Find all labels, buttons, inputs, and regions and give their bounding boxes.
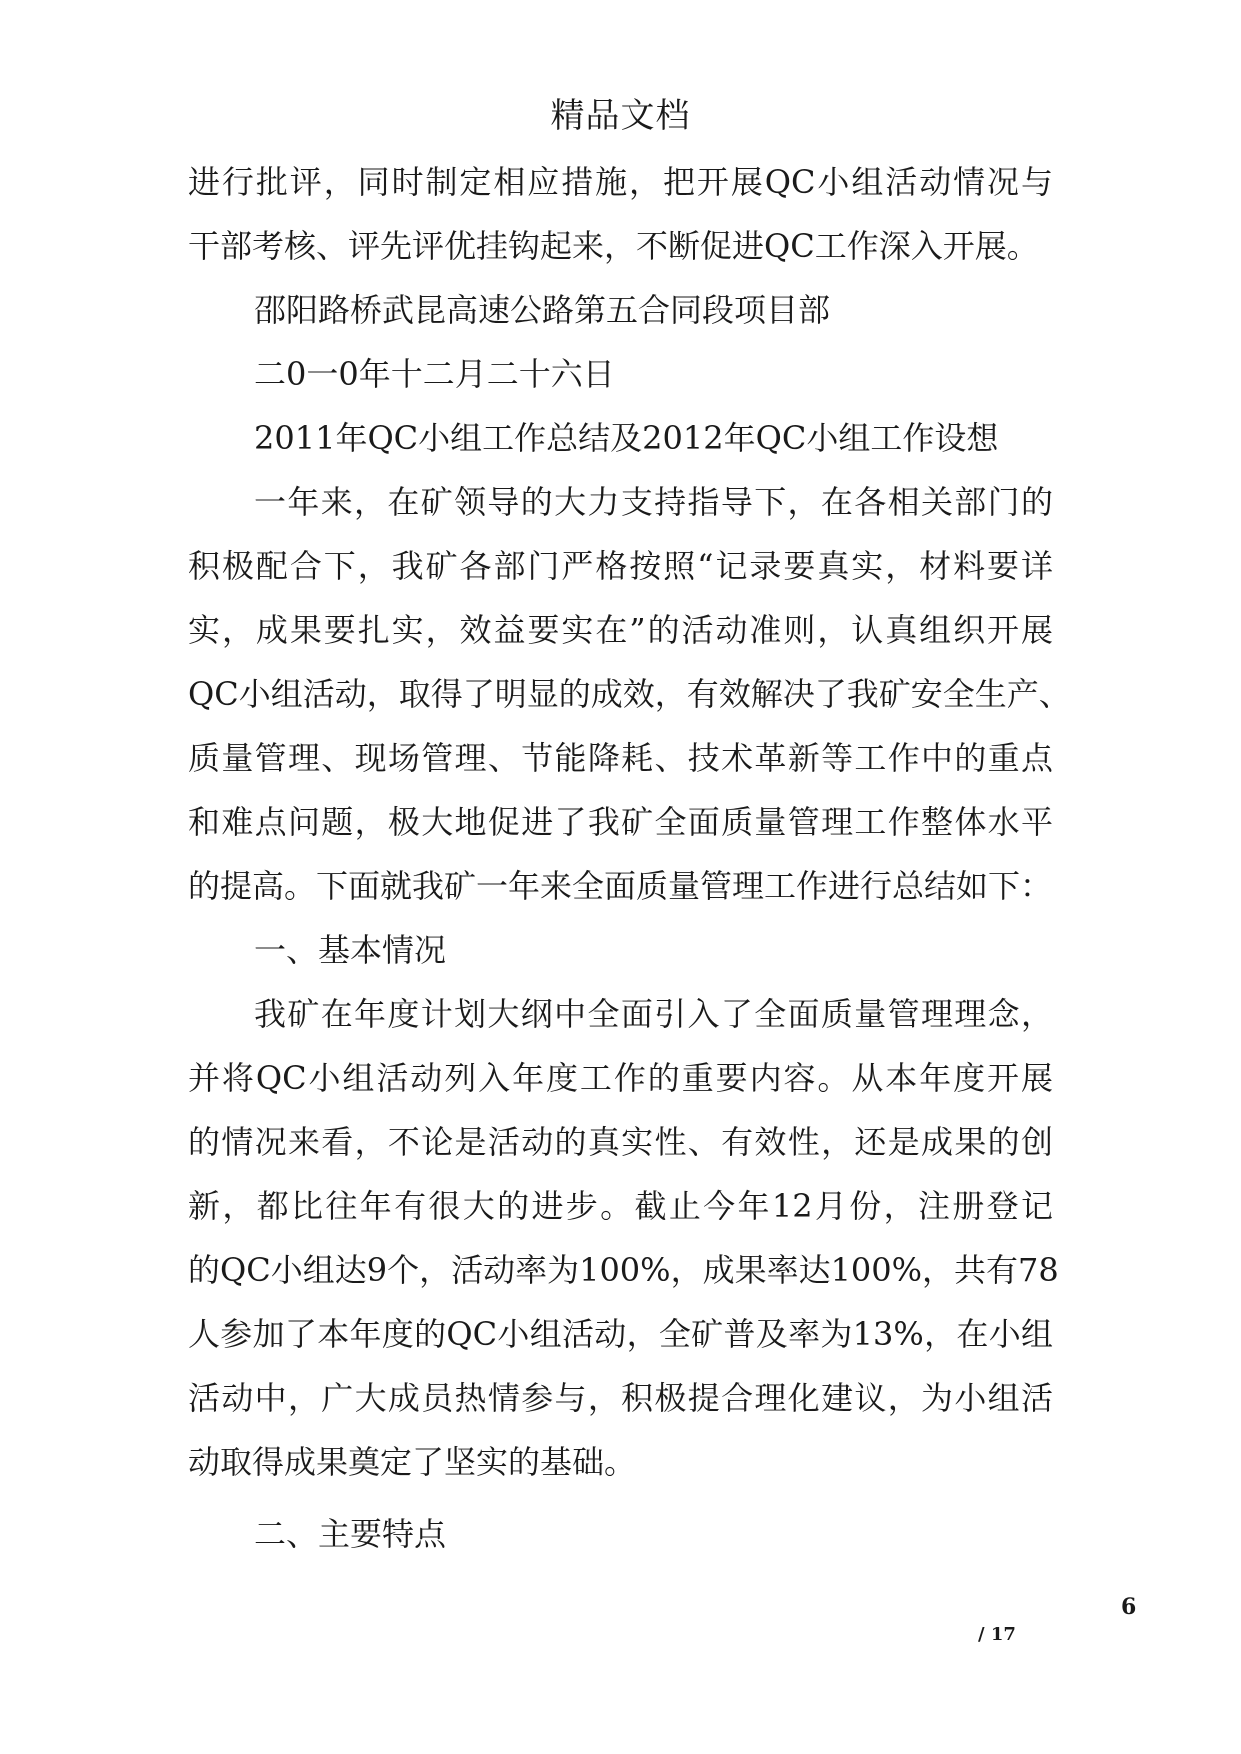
heading-main-features: 二、主要特点 xyxy=(254,1515,447,1553)
page-header: 精品文档 xyxy=(550,96,691,136)
text-line: 进行批评，同时制定相应措施，把开展QC小组活动情况与 xyxy=(188,163,1053,201)
text-line: 积极配合下，我矿各部门严格按照“记录要真实，材料要详 xyxy=(188,547,1053,585)
page-total: / 17 xyxy=(978,1624,1016,1645)
text-line: 人参加了本年度的QC小组活动，全矿普及率为13%，在小组 xyxy=(188,1315,1053,1353)
text-line: 动取得成果奠定了坚实的基础。 xyxy=(188,1443,637,1481)
heading-basic-situation: 一、基本情况 xyxy=(254,931,447,969)
text-line: 质量管理、现场管理、节能降耗、技术革新等工作中的重点 xyxy=(188,739,1053,777)
text-line: 的提高。下面就我矿一年来全面质量管理工作进行总结如下： xyxy=(188,867,1053,905)
signature-date: 二0一0年十二月二十六日 xyxy=(254,355,615,393)
text-line: 并将QC小组活动列入年度工作的重要内容。从本年度开展 xyxy=(188,1059,1053,1097)
text-line: QC小组活动，取得了明显的成效，有效解决了我矿安全生产、 xyxy=(188,675,1071,713)
text-line: 实，成果要扎实，效益要实在”的活动准则，认真组织开展 xyxy=(188,611,1053,649)
text-line: 活动中，广大成员热情参与，积极提合理化建议，为小组活 xyxy=(188,1379,1053,1417)
section-title: 2011年QC小组工作总结及2012年QC小组工作设想 xyxy=(254,419,999,457)
text-line: 新，都比往年有很大的进步。截止今年12月份，注册登记 xyxy=(188,1187,1053,1225)
page-number: 6 xyxy=(1121,1594,1137,1620)
text-line: 和难点问题，极大地促进了我矿全面质量管理工作整体水平 xyxy=(188,803,1053,841)
document-body xyxy=(188,150,1071,1566)
text-line: 一年来，在矿领导的大力支持指导下，在各相关部门的 xyxy=(254,483,1053,521)
text-line: 我矿在年度计划大纲中全面引入了全面质量管理理念， xyxy=(254,995,1053,1033)
text-line: 的QC小组达9个，活动率为100%，成果率达100%，共有78 xyxy=(188,1251,1059,1289)
signature-organization: 邵阳路桥武昆高速公路第五合同段项目部 xyxy=(254,291,831,329)
text-line: 的情况来看，不论是活动的真实性、有效性，还是成果的创 xyxy=(188,1123,1053,1161)
text-line: 干部考核、评先评优挂钩起来，不断促进QC工作深入开展。 xyxy=(188,227,1039,265)
